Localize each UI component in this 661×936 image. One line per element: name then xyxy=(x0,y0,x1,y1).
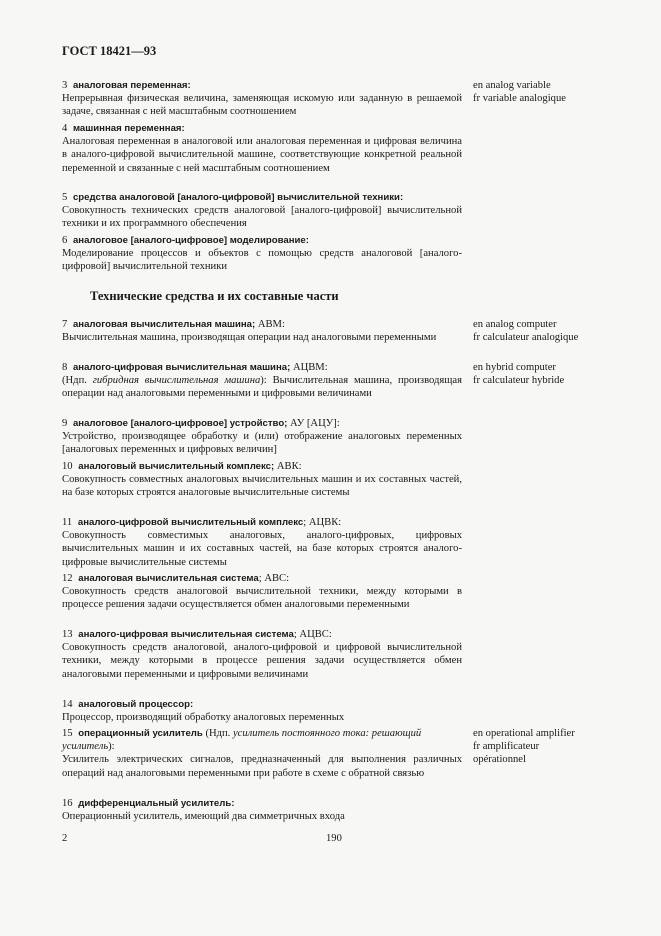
term-name: аналого-цифровая вычислительная машина; xyxy=(72,362,291,373)
term-number: 6 xyxy=(62,235,68,246)
page-number-center: 190 xyxy=(326,833,342,844)
foreign-fr-cont: opérationnel xyxy=(473,754,526,766)
foreign-fr: fr variable analogique xyxy=(473,93,566,105)
term-name: операционный усилитель xyxy=(78,728,203,739)
term-name: аналоговое [аналого-цифровое] устройство; xyxy=(72,418,288,429)
term-abbreviation: ; АЦВС: xyxy=(293,629,332,640)
term-number: 8 xyxy=(62,362,68,373)
term-definition: Совокупность технических средств аналоговой [аналого-цифровой] вычислительной техники и их программного обеспечения xyxy=(62,205,462,230)
term-number: 9 xyxy=(62,418,68,429)
term-name: аналого-цифровая вычислительная система xyxy=(78,629,294,640)
term-definition: Совокупность совместимых аналоговых, аналого-цифровых, цифровых вычислительных машин и их составных частей, на базе которых строятся аналого-цифровые вычислительные системы xyxy=(62,530,462,568)
page-number-left: 2 xyxy=(62,833,68,844)
term-definition: Совокупность совместных аналоговых вычислительных машин и их составных частей, на базе которых строятся аналоговые вычислительные системы xyxy=(62,474,462,499)
foreign-equivalents-3 xyxy=(473,79,653,105)
term-entry-6 xyxy=(62,234,462,274)
term-abbreviation: АВМ: xyxy=(255,319,285,330)
term-number: 3 xyxy=(62,80,68,91)
term-number: 14 xyxy=(62,699,73,710)
foreign-fr: fr amplificateur xyxy=(473,741,540,753)
foreign-en: en analog variable xyxy=(473,80,551,91)
term-abbreviation: АУ [АЦУ]: xyxy=(287,418,340,429)
term-name: машинная переменная: xyxy=(72,123,185,134)
term-entry-15 xyxy=(62,727,462,780)
document-header: ГОСТ 18421—93 xyxy=(62,44,157,58)
term-abbreviation: АЦВМ: xyxy=(290,362,328,373)
term-entry-14 xyxy=(62,698,462,724)
foreign-equivalents-15 xyxy=(473,727,653,767)
term-name: аналого-цифровой вычислительный комплекс xyxy=(77,517,304,528)
term-entry-3 xyxy=(62,79,462,119)
term-number: 7 xyxy=(62,319,68,330)
term-number: 10 xyxy=(62,461,73,472)
term-number: 15 xyxy=(62,728,73,739)
term-number: 11 xyxy=(62,517,73,528)
section-title: Технические средства и их составные части xyxy=(90,289,339,303)
term-name: аналоговая переменная: xyxy=(72,80,191,91)
term-definition: Моделирование процессов и объектов с помощью средств аналоговой [аналого-цифровой] вычислительной техники xyxy=(62,248,462,273)
term-definition: Процессор, производящий обработку аналоговых переменных xyxy=(62,712,345,724)
term-number: 5 xyxy=(62,192,68,203)
def-prefix: (Ндп. xyxy=(62,375,93,387)
term-entry-4 xyxy=(62,122,462,175)
term-entry-13 xyxy=(62,628,462,681)
term-number: 16 xyxy=(62,798,73,809)
term-number: 4 xyxy=(62,123,68,134)
term-name: средства аналоговой [аналого-цифровой] вычислительной техники: xyxy=(72,192,404,203)
foreign-equivalents-8 xyxy=(473,361,653,387)
foreign-en: en hybrid computer xyxy=(473,362,556,373)
term-note-prefix: (Ндп. xyxy=(202,728,233,739)
term-definition: Совокупность средств аналоговой, аналого-цифровой и цифровой вычислительной техники, между которыми в процессе решения задачи осуществляется обмен аналоговыми переменными и цифровыми величинами xyxy=(62,642,462,680)
term-name: аналоговая вычислительная система xyxy=(78,573,259,584)
term-definition: Непрерывная физическая величина, заменяющая искомую или заданную в решаемой задаче, связанная с ней масштабным соотношением xyxy=(62,93,462,118)
term-definition: Операционный усилитель, имеющий два симметричных входа xyxy=(62,811,345,823)
term-name: аналоговый вычислительный комплекс; xyxy=(78,461,275,472)
term-deprecated: усилитель постоянного тока: решающий усилитель xyxy=(62,728,422,753)
term-note-suffix: ): xyxy=(108,741,115,753)
term-definition xyxy=(62,374,462,400)
term-definition: Устройство, производящее обработку и (или) отображение аналоговых переменных [аналоговых переменных и цифровых величин] xyxy=(62,431,462,456)
term-entry-8 xyxy=(62,361,462,401)
term-entry-5 xyxy=(62,191,462,231)
foreign-en: en analog computer xyxy=(473,319,557,330)
foreign-en: en operational amplifier xyxy=(473,728,575,739)
foreign-fr: fr calculateur analogique xyxy=(473,332,579,344)
term-abbreviation: АВК: xyxy=(274,461,302,472)
term-entry-10 xyxy=(62,460,462,500)
term-name: аналоговый процессор: xyxy=(78,699,194,710)
term-definition: Усилитель электрических сигналов, предназначенный для выполнения различных операций над аналоговыми переменными при работе в схеме с обратной связью xyxy=(62,754,462,779)
def-deprecated-term: гибридная вычислительная машина xyxy=(92,375,261,387)
def-text: ): Вычислительная машина, производящая операции над аналоговыми переменными и цифровыми величинами xyxy=(62,375,462,400)
term-abbreviation: ; АВС: xyxy=(258,573,290,584)
term-name: дифференциальный усилитель: xyxy=(78,798,235,809)
foreign-fr: fr calculateur hybride xyxy=(473,375,565,387)
term-definition: Вычислительная машина, производящая операции над аналоговыми переменными xyxy=(62,332,437,344)
term-name: аналоговая вычислительная машина; xyxy=(72,319,256,330)
foreign-equivalents-7 xyxy=(473,318,653,344)
term-entry-16 xyxy=(62,797,462,823)
term-definition: Аналоговая переменная в аналоговой или аналоговая переменная и цифровая величина в аналого-цифровой вычислительной машине, соответствующие конкретной реальной переменной и связанные с ней масштабным соотношением xyxy=(62,136,462,174)
term-entry-7 xyxy=(62,318,462,344)
term-abbreviation: ; АЦВК: xyxy=(303,517,342,528)
term-number: 12 xyxy=(62,573,73,584)
term-number: 13 xyxy=(62,629,73,640)
term-entry-9 xyxy=(62,417,462,457)
term-definition: Совокупность средств аналоговой вычислительной техники, между которыми в процессе решения задачи осуществляется обмен аналоговыми переменными xyxy=(62,586,462,611)
term-entry-11 xyxy=(62,516,462,569)
term-entry-12 xyxy=(62,572,462,612)
term-name: аналоговое [аналого-цифровое] моделирование: xyxy=(72,235,309,246)
